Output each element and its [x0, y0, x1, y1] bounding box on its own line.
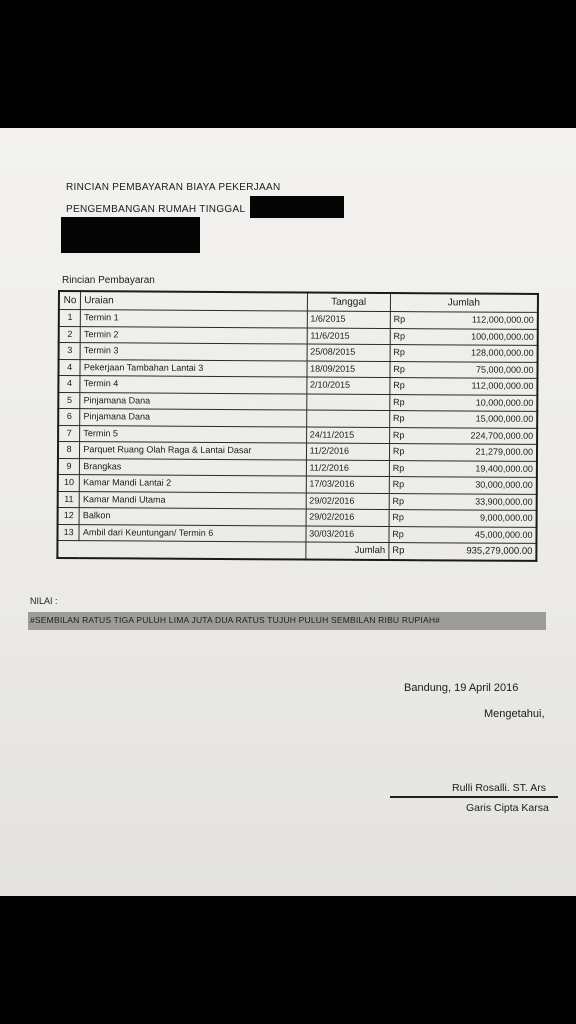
row-no: 13 — [57, 524, 79, 541]
signature-line — [390, 796, 558, 798]
row-jumlah: 112,000,000.00 — [419, 378, 538, 395]
row-currency: Rp — [390, 312, 419, 329]
row-uraian: Termin 1 — [81, 310, 307, 328]
row-jumlah: 224,700,000.00 — [418, 427, 537, 444]
document-page — [0, 128, 576, 896]
row-jumlah: 19,400,000.00 — [418, 460, 537, 477]
document-title-line2: PENGEMBANGAN RUMAH TINGGAL — [66, 204, 246, 215]
row-jumlah: 30,000,000.00 — [418, 477, 537, 494]
header-tanggal: Tanggal — [307, 293, 390, 312]
row-tanggal: 30/03/2016 — [306, 526, 389, 543]
row-uraian: Termin 2 — [80, 326, 306, 344]
payment-table — [56, 290, 539, 561]
row-tanggal: 11/2/2016 — [306, 443, 389, 460]
row-no: 4 — [58, 359, 80, 376]
row-currency: Rp — [390, 378, 419, 395]
row-tanggal: 25/08/2015 — [307, 344, 390, 361]
row-no: 4 — [58, 376, 80, 393]
total-currency: Rp — [389, 543, 418, 560]
row-uraian: Kamar Mandi Utama — [79, 491, 305, 509]
row-tanggal — [306, 394, 389, 411]
row-tanggal — [306, 410, 389, 427]
row-jumlah: 112,000,000.00 — [419, 312, 538, 329]
row-no: 6 — [58, 409, 80, 426]
row-jumlah: 9,000,000.00 — [418, 510, 537, 527]
row-uraian: Pekerjaan Tambahan Lantai 3 — [80, 359, 306, 377]
row-currency: Rp — [390, 345, 419, 362]
row-no: 2 — [59, 326, 81, 343]
signatory-company: Garis Cipta Karsa — [466, 802, 549, 814]
row-jumlah: 128,000,000.00 — [419, 345, 538, 362]
row-uraian: Pinjamana Dana — [80, 409, 306, 427]
row-tanggal: 18/09/2015 — [307, 361, 390, 378]
section-subtitle: Rincian Pembayaran — [62, 275, 155, 286]
row-no: 10 — [58, 475, 80, 492]
header-uraian: Uraian — [81, 291, 307, 311]
redaction-block-1 — [250, 196, 344, 218]
row-no: 11 — [58, 491, 80, 508]
row-jumlah: 21,279,000.00 — [418, 444, 537, 461]
row-uraian: Balkon — [79, 508, 305, 526]
row-currency: Rp — [389, 427, 418, 444]
header-no: No — [59, 291, 81, 310]
row-currency: Rp — [389, 411, 418, 428]
row-uraian: Ambil dari Keuntungan/ Termin 6 — [79, 524, 305, 542]
row-tanggal: 17/03/2016 — [306, 476, 389, 493]
total-value: 935,279,000.00 — [418, 543, 537, 561]
signatory-name: Rulli Rosalli. ST. Ars — [452, 782, 546, 794]
row-currency: Rp — [389, 444, 418, 461]
row-currency: Rp — [389, 510, 418, 527]
row-no: 12 — [58, 508, 80, 525]
row-jumlah: 15,000,000.00 — [418, 411, 537, 428]
row-uraian: Kamar Mandi Lantai 2 — [80, 475, 306, 493]
row-no: 1 — [59, 310, 81, 327]
row-no: 5 — [58, 392, 80, 409]
row-no: 9 — [58, 458, 80, 475]
table-total-row — [57, 541, 536, 561]
place-and-date: Bandung, 19 April 2016 — [404, 682, 519, 694]
row-jumlah: 75,000,000.00 — [419, 361, 538, 378]
row-tanggal: 11/2/2016 — [306, 460, 389, 477]
row-jumlah: 45,000,000.00 — [418, 526, 537, 543]
row-tanggal: 29/02/2016 — [306, 493, 389, 510]
row-uraian: Termin 3 — [80, 343, 306, 361]
row-tanggal: 2/10/2015 — [306, 377, 389, 394]
acknowledged-label: Mengetahui, — [484, 708, 545, 720]
row-tanggal: 11/6/2015 — [307, 328, 390, 345]
row-jumlah: 33,900,000.00 — [418, 493, 537, 510]
row-currency: Rp — [390, 328, 419, 345]
row-tanggal: 29/02/2016 — [306, 509, 389, 526]
redaction-block-2 — [61, 217, 200, 253]
total-label: Jumlah — [305, 542, 388, 560]
header-jumlah: Jumlah — [390, 293, 538, 312]
row-no: 7 — [58, 425, 80, 442]
row-no: 3 — [59, 343, 81, 360]
row-uraian: Parquet Ruang Olah Raga & Lantai Dasar — [80, 442, 306, 460]
row-jumlah: 10,000,000.00 — [419, 394, 538, 411]
row-no: 8 — [58, 442, 80, 459]
row-uraian: Brangkas — [80, 458, 306, 476]
row-currency: Rp — [389, 477, 418, 494]
row-uraian: Termin 4 — [80, 376, 306, 394]
row-currency: Rp — [390, 394, 419, 411]
document-title-line1: RINCIAN PEMBAYARAN BIAYA PEKERJAAN — [66, 182, 281, 193]
row-uraian: Pinjamana Dana — [80, 392, 306, 410]
row-currency: Rp — [389, 526, 418, 543]
row-currency: Rp — [390, 361, 419, 378]
row-currency: Rp — [389, 493, 418, 510]
row-tanggal: 1/6/2015 — [307, 311, 390, 328]
nilai-label: NILAI : — [30, 596, 58, 606]
row-jumlah: 100,000,000.00 — [419, 328, 538, 345]
row-uraian: Termin 5 — [80, 425, 306, 443]
nilai-amount-in-words: #SEMBILAN RATUS TIGA PULUH LIMA JUTA DUA RATUS TUJUH PULUH SEMBILAN RIBU RUPIAH# — [30, 615, 441, 625]
row-tanggal: 24/11/2015 — [306, 427, 389, 444]
row-currency: Rp — [389, 460, 418, 477]
total-spacer — [57, 541, 305, 560]
